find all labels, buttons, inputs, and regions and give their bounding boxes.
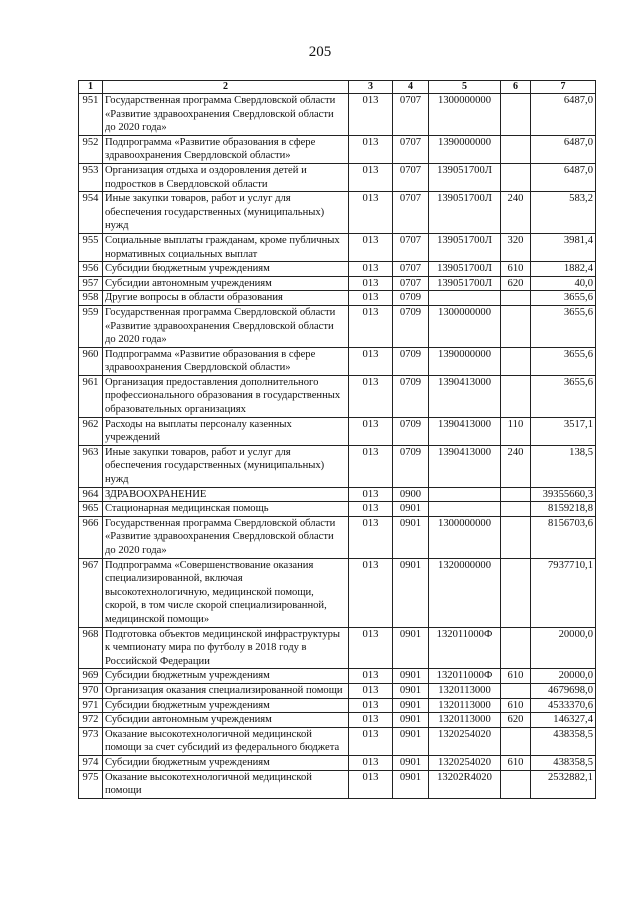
row-code-6 (501, 683, 531, 698)
row-code-5: 1320254020 (429, 755, 501, 770)
row-code-4: 0900 (393, 487, 429, 502)
row-amount: 3517,1 (531, 417, 596, 445)
row-code-5: 1390413000 (429, 445, 501, 487)
table-row (79, 502, 596, 517)
row-code-4: 0707 (393, 276, 429, 291)
row-code-5: 1390000000 (429, 135, 501, 163)
row-description: Организация предоставления дополнительного профессионального образования в государственных образовательных организациях (103, 375, 349, 417)
row-code-5: 1390413000 (429, 417, 501, 445)
row-amount: 3655,6 (531, 347, 596, 375)
row-code-6: 240 (501, 445, 531, 487)
table-row (79, 669, 596, 684)
row-code-4: 0707 (393, 163, 429, 191)
row-code-3: 013 (349, 770, 393, 798)
row-code-6 (501, 305, 531, 347)
header-row (79, 81, 596, 94)
row-code-4: 0901 (393, 669, 429, 684)
row-code-6 (501, 163, 531, 191)
col-header-3: 3 (349, 81, 393, 94)
row-description: Иные закупки товаров, работ и услуг для обеспечения государственных (муниципальных) нужд (103, 192, 349, 234)
row-description: Субсидии автономным учреждениям (103, 276, 349, 291)
row-code-5: 132011000Ф (429, 669, 501, 684)
row-number: 965 (79, 502, 103, 517)
row-code-4: 0707 (393, 262, 429, 277)
row-code-5: 139051700Л (429, 192, 501, 234)
row-description: Подпрограмма «Развитие образования в сфере здравоохранения Свердловской области» (103, 135, 349, 163)
row-code-6 (501, 135, 531, 163)
row-code-5: 1320113000 (429, 698, 501, 713)
table-row (79, 445, 596, 487)
row-code-6: 240 (501, 192, 531, 234)
row-code-5: 139051700Л (429, 276, 501, 291)
table-row (79, 192, 596, 234)
row-code-4: 0707 (393, 192, 429, 234)
row-code-3: 013 (349, 502, 393, 517)
row-code-6 (501, 770, 531, 798)
table-row (79, 487, 596, 502)
row-code-6: 610 (501, 262, 531, 277)
row-amount: 6487,0 (531, 94, 596, 136)
row-number: 964 (79, 487, 103, 502)
row-code-4: 0901 (393, 627, 429, 669)
row-amount: 6487,0 (531, 163, 596, 191)
row-code-5: 1300000000 (429, 516, 501, 558)
row-description: Оказание высокотехнологичной медицинской помощи (103, 770, 349, 798)
table-row (79, 305, 596, 347)
table-row (79, 516, 596, 558)
row-description: Государственная программа Свердловской области «Развитие здравоохранения Свердловской области до 2020 года» (103, 516, 349, 558)
row-code-3: 013 (349, 683, 393, 698)
row-description: Стационарная медицинская помощь (103, 502, 349, 517)
row-description: Государственная программа Свердловской области «Развитие здравоохранения Свердловской области до 2020 года» (103, 305, 349, 347)
table-row (79, 683, 596, 698)
row-code-3: 013 (349, 487, 393, 502)
row-code-6 (501, 558, 531, 627)
row-code-3: 013 (349, 276, 393, 291)
table-row (79, 291, 596, 306)
row-code-4: 0901 (393, 683, 429, 698)
row-number: 972 (79, 713, 103, 728)
row-code-5 (429, 502, 501, 517)
row-number: 961 (79, 375, 103, 417)
row-description: Субсидии бюджетным учреждениям (103, 669, 349, 684)
row-description: Подготовка объектов медицинской инфраструктуры к чемпионату мира по футболу в 2018 году в Российской Федерации (103, 627, 349, 669)
row-code-3: 013 (349, 713, 393, 728)
row-amount: 138,5 (531, 445, 596, 487)
row-description: Расходы на выплаты персоналу казенных учреждений (103, 417, 349, 445)
row-description: Организация оказания специализированной помощи (103, 683, 349, 698)
table-row (79, 375, 596, 417)
row-description: Иные закупки товаров, работ и услуг для обеспечения государственных (муниципальных) нужд (103, 445, 349, 487)
row-number: 963 (79, 445, 103, 487)
col-header-2: 2 (103, 81, 349, 94)
row-code-6: 320 (501, 233, 531, 261)
table-row (79, 262, 596, 277)
table-row (79, 347, 596, 375)
row-code-3: 013 (349, 558, 393, 627)
row-code-4: 0707 (393, 94, 429, 136)
row-code-4: 0709 (393, 347, 429, 375)
col-header-1: 1 (79, 81, 103, 94)
col-header-5: 5 (429, 81, 501, 94)
row-code-5: 1320254020 (429, 727, 501, 755)
row-code-6 (501, 291, 531, 306)
row-code-5: 1300000000 (429, 94, 501, 136)
table-row (79, 698, 596, 713)
row-code-3: 013 (349, 305, 393, 347)
row-description: Подпрограмма «Развитие образования в сфере здравоохранения Свердловской области» (103, 347, 349, 375)
row-code-6: 110 (501, 417, 531, 445)
row-amount: 40,0 (531, 276, 596, 291)
row-description: Субсидии бюджетным учреждениям (103, 755, 349, 770)
page-number: 205 (308, 44, 332, 60)
row-code-4: 0709 (393, 291, 429, 306)
row-amount: 6487,0 (531, 135, 596, 163)
col-header-4: 4 (393, 81, 429, 94)
row-amount: 4679698,0 (531, 683, 596, 698)
row-code-6 (501, 347, 531, 375)
row-code-6 (501, 502, 531, 517)
row-description: Субсидии бюджетным учреждениям (103, 262, 349, 277)
row-amount: 7937710,1 (531, 558, 596, 627)
row-amount: 3981,4 (531, 233, 596, 261)
row-amount: 583,2 (531, 192, 596, 234)
row-description: Субсидии бюджетным учреждениям (103, 698, 349, 713)
row-amount: 20000,0 (531, 627, 596, 669)
row-code-6 (501, 487, 531, 502)
row-number: 973 (79, 727, 103, 755)
row-number: 956 (79, 262, 103, 277)
row-code-3: 013 (349, 727, 393, 755)
row-amount: 3655,6 (531, 375, 596, 417)
row-amount: 20000,0 (531, 669, 596, 684)
row-number: 953 (79, 163, 103, 191)
row-number: 966 (79, 516, 103, 558)
row-amount: 438358,5 (531, 727, 596, 755)
row-description: ЗДРАВООХРАНЕНИЕ (103, 487, 349, 502)
row-code-3: 013 (349, 135, 393, 163)
row-code-4: 0901 (393, 770, 429, 798)
row-code-3: 013 (349, 445, 393, 487)
row-code-5: 1390000000 (429, 347, 501, 375)
row-code-5: 13202R4020 (429, 770, 501, 798)
row-code-5: 1320113000 (429, 683, 501, 698)
row-number: 959 (79, 305, 103, 347)
row-number: 958 (79, 291, 103, 306)
table-row (79, 417, 596, 445)
row-code-4: 0707 (393, 135, 429, 163)
row-description: Подпрограмма «Совершенствование оказания специализированной, включая высокотехнологичную, медицинской помощи, скорой, в том числе скорой специализированной, медицинской помощи» (103, 558, 349, 627)
row-code-6: 610 (501, 669, 531, 684)
col-header-6: 6 (501, 81, 531, 94)
row-amount: 39355660,3 (531, 487, 596, 502)
row-code-3: 013 (349, 698, 393, 713)
row-code-4: 0709 (393, 417, 429, 445)
row-description: Оказание высокотехнологичной медицинской помощи за счет субсидий из федерального бюджета (103, 727, 349, 755)
table-row (79, 727, 596, 755)
row-description: Организация отдыха и оздоровления детей и подростков в Свердловской области (103, 163, 349, 191)
row-code-3: 013 (349, 669, 393, 684)
row-code-3: 013 (349, 417, 393, 445)
row-code-4: 0901 (393, 558, 429, 627)
row-description: Государственная программа Свердловской области «Развитие здравоохранения Свердловской области до 2020 года» (103, 94, 349, 136)
row-amount: 8159218,8 (531, 502, 596, 517)
row-amount: 3655,6 (531, 291, 596, 306)
row-code-4: 0709 (393, 445, 429, 487)
row-code-5: 1300000000 (429, 305, 501, 347)
row-code-5: 139051700Л (429, 233, 501, 261)
table-row (79, 233, 596, 261)
row-number: 957 (79, 276, 103, 291)
row-code-4: 0901 (393, 698, 429, 713)
row-code-3: 013 (349, 755, 393, 770)
row-code-6: 610 (501, 755, 531, 770)
table-row (79, 135, 596, 163)
row-number: 968 (79, 627, 103, 669)
table-row (79, 558, 596, 627)
row-code-3: 013 (349, 516, 393, 558)
row-amount: 4533370,6 (531, 698, 596, 713)
table-row (79, 713, 596, 728)
row-code-6: 610 (501, 698, 531, 713)
row-code-6 (501, 94, 531, 136)
row-code-3: 013 (349, 163, 393, 191)
row-number: 955 (79, 233, 103, 261)
row-code-4: 0901 (393, 502, 429, 517)
row-amount: 2532882,1 (531, 770, 596, 798)
row-code-3: 013 (349, 347, 393, 375)
table-body (79, 94, 596, 799)
row-code-6 (501, 727, 531, 755)
table-row (79, 755, 596, 770)
row-code-6 (501, 516, 531, 558)
row-amount: 3655,6 (531, 305, 596, 347)
row-number: 975 (79, 770, 103, 798)
table-row (79, 627, 596, 669)
row-code-5: 139051700Л (429, 262, 501, 277)
table-row (79, 770, 596, 798)
row-number: 954 (79, 192, 103, 234)
row-number: 952 (79, 135, 103, 163)
row-code-4: 0901 (393, 516, 429, 558)
row-code-4: 0901 (393, 713, 429, 728)
row-description: Социальные выплаты гражданам, кроме публичных нормативных социальных выплат (103, 233, 349, 261)
row-number: 969 (79, 669, 103, 684)
row-number: 960 (79, 347, 103, 375)
row-code-4: 0901 (393, 755, 429, 770)
row-code-4: 0709 (393, 375, 429, 417)
row-description: Субсидии автономным учреждениям (103, 713, 349, 728)
row-code-3: 013 (349, 233, 393, 261)
row-code-3: 013 (349, 627, 393, 669)
row-number: 970 (79, 683, 103, 698)
row-number: 971 (79, 698, 103, 713)
row-number: 962 (79, 417, 103, 445)
row-number: 974 (79, 755, 103, 770)
table-row (79, 276, 596, 291)
row-code-6 (501, 627, 531, 669)
row-code-5: 132011000Ф (429, 627, 501, 669)
table-row (79, 163, 596, 191)
row-code-5: 1320000000 (429, 558, 501, 627)
row-amount: 1882,4 (531, 262, 596, 277)
row-number: 951 (79, 94, 103, 136)
row-code-6 (501, 375, 531, 417)
row-description: Другие вопросы в области образования (103, 291, 349, 306)
budget-table (78, 80, 596, 799)
row-amount: 438358,5 (531, 755, 596, 770)
row-code-3: 013 (349, 94, 393, 136)
row-code-5: 139051700Л (429, 163, 501, 191)
row-code-6: 620 (501, 276, 531, 291)
row-amount: 146327,4 (531, 713, 596, 728)
col-header-7: 7 (531, 81, 596, 94)
row-code-3: 013 (349, 375, 393, 417)
row-code-4: 0707 (393, 233, 429, 261)
row-code-4: 0709 (393, 305, 429, 347)
row-code-3: 013 (349, 291, 393, 306)
row-code-4: 0901 (393, 727, 429, 755)
table-row (79, 94, 596, 136)
row-code-5: 1320113000 (429, 713, 501, 728)
row-code-5: 1390413000 (429, 375, 501, 417)
row-code-6: 620 (501, 713, 531, 728)
row-number: 967 (79, 558, 103, 627)
row-code-5 (429, 291, 501, 306)
row-code-3: 013 (349, 192, 393, 234)
row-amount: 8156703,6 (531, 516, 596, 558)
row-code-5 (429, 487, 501, 502)
row-code-3: 013 (349, 262, 393, 277)
